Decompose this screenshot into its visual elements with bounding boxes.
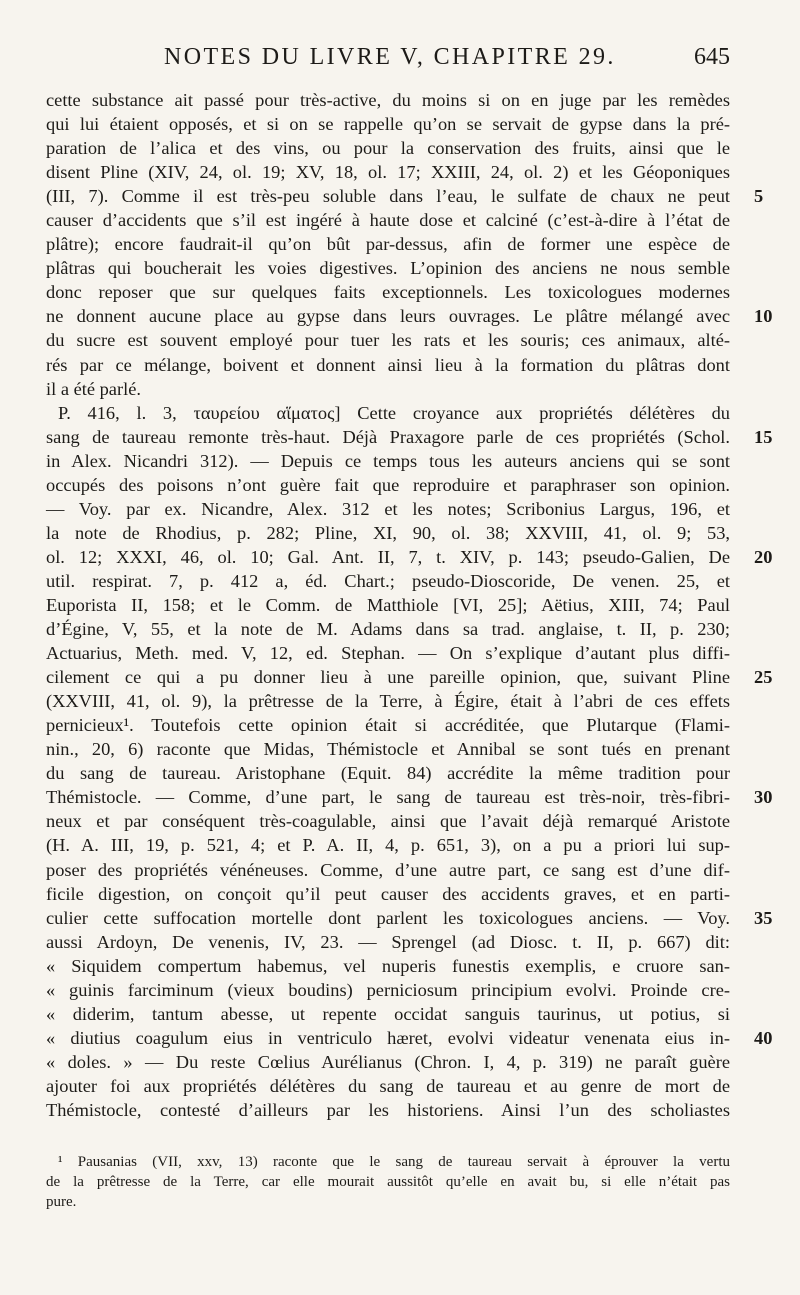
footnotes [46, 1152, 730, 1212]
text-line [46, 1098, 730, 1122]
text-line [46, 954, 730, 978]
text-line-content: P. 416, l. 3, ταυρείου αἵματος] Cette croyance aux propriétés délétères du [58, 402, 730, 423]
text-line-content: pernicieux¹. Toutefois cette opinion était si accréditée, que Plutarque (Flami- [46, 715, 730, 736]
text-line-content: « doles. » — Du reste Cœlius Aurélianus (Chron. I, 4, p. 319) ne paraît guère [46, 1051, 730, 1072]
footnote-line: de la prêtresse de la Terre, car elle mourait aussitôt qu’elle en avait bu, si elle n’était pas [46, 1174, 730, 1190]
text-line-content: « Siquidem compertum habemus, vel nuperis funestis exemplis, e cruore san- [46, 955, 730, 976]
text-line-content: util. respirat. 7, p. 412 a, éd. Chart.; pseudo-Dioscoride, De venen. 25, et [46, 570, 730, 591]
text-line-content: aussi Ardoyn, De venenis, IV, 23. — Sprengel (ad Diosc. t. II, p. 667) dit: [46, 931, 730, 952]
text-line-content: paration de l’alica et des vins, ou pour la conservation des fruits, ainsi que le [46, 138, 730, 159]
text-line-content: cette substance ait passé pour très-active, du moins si on en juge par les remèdes [46, 90, 730, 110]
main-text [46, 88, 773, 1122]
text-line [46, 160, 730, 184]
text-line-content: in Alex. Nicandri 312). — Depuis ce temps tous les auteurs anciens qui se sont [46, 450, 730, 471]
text-line [46, 665, 773, 689]
text-line [46, 617, 730, 641]
text-line [46, 569, 730, 593]
text-line-content: plâtras qui boucherait les voies digestives. L’opinion des anciens ne nous semble [46, 258, 730, 279]
text-line [46, 1050, 730, 1074]
text-line-content: (XXVIII, 41, ol. 9), la prêtresse de la Terre, à Égire, était à l’abri de ces effets [46, 691, 730, 712]
text-line [46, 978, 730, 1002]
text-line-content: ajouter foi aux propriétés délétères du sang de taureau et au genre de mort de [46, 1075, 730, 1096]
line-number: 40 [754, 1027, 773, 1048]
text-line [46, 1074, 730, 1098]
text-line [46, 232, 730, 256]
text-line [46, 930, 730, 954]
text-line [46, 1002, 730, 1026]
text-line [46, 497, 730, 521]
text-line-content: cilement ce qui a pu donner lieu à une pareille opinion, que, suivant Pline [46, 667, 730, 688]
text-line [46, 328, 730, 352]
text-line [46, 785, 773, 809]
text-line-content: neux et par conséquent très-coagulable, ainsi que l’avait déjà remarqué Aristote [46, 811, 730, 832]
line-number: 30 [754, 787, 773, 808]
line-number: 10 [754, 306, 773, 327]
text-line-content: la note de Rhodius, p. 282; Pline, XI, 90, ol. 38; XXVIII, 41, ol. 9; 53, [46, 522, 730, 543]
text-line [46, 449, 730, 473]
text-line-content: ne donnent aucune place au gypse dans leurs ouvrages. Le plâtre mélangé avec [46, 306, 730, 327]
text-line [46, 425, 773, 449]
page-number: 645 [694, 44, 730, 70]
text-line-content: qui lui étaient opposés, et si on se rappelle qu’on se servait de gypse dans la pré- [46, 114, 730, 135]
text-line-content: « diderim, tantum abesse, ut repente occidat sanguis taurinus, ut potius, si [46, 1003, 730, 1024]
text-line-content: ol. 12; XXXI, 46, ol. 10; Gal. Ant. II, 7, t. XIV, p. 143; pseudo-Galien, De [46, 546, 730, 567]
text-line-content: Actuarius, Meth. med. V, 12, ed. Stephan. — On s’explique d’autant plus diffi- [46, 643, 730, 664]
footnote-line: pure. [46, 1194, 77, 1210]
text-line [46, 473, 730, 497]
text-line [46, 353, 730, 377]
text-line [46, 641, 730, 665]
text-line [46, 809, 730, 833]
text-line [46, 184, 764, 208]
text-line [46, 280, 730, 304]
text-line [46, 112, 730, 136]
text-line-content: du sucre est souvent employé pour tuer les rats et les souris; ces animaux, alté- [46, 330, 730, 351]
text-line-content: disent Pline (XIV, 24, ol. 19; XV, 18, ol. 17; XXIII, 24, ol. 2) et les Géoponiques [46, 162, 730, 183]
text-line [46, 208, 730, 232]
text-line-content: plâtre); encore faudrait-il qu’on bût par-dessus, afin de former une espèce de [46, 234, 730, 255]
text-line-content: Thémistocle, contesté d’ailleurs par les historiens. Ainsi l’un des scholiastes [46, 1099, 730, 1120]
text-line-content: Thémistocle. — Comme, d’une part, le sang de taureau est très-noir, très-fibri- [46, 787, 730, 808]
text-line-content: rés par ce mélange, boivent et donnent ainsi lieu à la formation du plâtras dont [46, 354, 730, 375]
text-line [46, 304, 773, 328]
footnote-line: ¹ Pausanias (VII, xxv, 13) raconte que le sang de taureau servait à éprouver la vertu [58, 1154, 730, 1170]
line-number: 35 [754, 907, 773, 928]
text-line [46, 545, 773, 569]
text-line [46, 833, 730, 857]
text-line-content: sang de taureau remonte très-haut. Déjà Praxagore parle de ces propriétés (Schol. [46, 426, 730, 447]
running-title: NOTES DU LIVRE V, CHAPITRE 29. [164, 44, 616, 70]
text-line-content: — Voy. par ex. Nicandre, Alex. 312 et les notes; Scribonius Largus, 196, et [46, 498, 730, 519]
text-line-content: il a été parlé. [46, 378, 141, 399]
text-line [46, 761, 730, 785]
text-line-content: ficile digestion, on conçoit qu’il peut causer des accidents graves, et en parti- [46, 883, 730, 904]
text-line-content: (III, 7). Comme il est très-peu soluble dans l’eau, le sulfate de chaux ne peut [46, 186, 730, 207]
text-line-content: donc reposer que sur quelques faits exceptionnels. Les toxicologues modernes [46, 282, 730, 303]
text-line [46, 136, 730, 160]
text-line [46, 593, 730, 617]
line-number: 20 [754, 546, 773, 567]
text-line-content: occupés des poisons n’ont guère fait que reproduire et paraphraser son opinion. [46, 474, 730, 495]
text-line-content: du sang de taureau. Aristophane (Equit. 84) accrédite la même tradition pour [46, 763, 730, 784]
text-line-content: d’Égine, V, 55, et la note de M. Adams dans sa trad. anglaise, t. II, p. 230; [46, 619, 730, 640]
text-line-content: « diutius coagulum eius in ventriculo hæret, evolvi videatur venenata eius in- [46, 1027, 730, 1048]
text-line [46, 88, 730, 112]
text-line [46, 737, 730, 761]
line-number: 15 [754, 426, 773, 447]
text-line-content: nin., 20, 6) raconte que Midas, Thémistocle et Annibal se sont tués en prenant [46, 739, 730, 760]
text-line [46, 1026, 773, 1050]
text-line [46, 377, 730, 401]
text-line [46, 256, 730, 280]
text-line-content: causer d’accidents que s’il est ingéré à haute dose et calciné (c’est-à-dire à l’état de [46, 210, 730, 231]
text-line [46, 713, 730, 737]
text-line [46, 882, 730, 906]
text-line [46, 521, 730, 545]
running-header [46, 44, 730, 74]
line-number: 5 [754, 186, 764, 207]
text-line-content: poser des propriétés vénéneuses. Comme, d’une autre part, ce sang est d’une dif- [46, 859, 730, 880]
text-line [46, 401, 730, 425]
line-number: 25 [754, 667, 773, 688]
text-line-content: Euporista II, 158; et le Comm. de Matthiole [VI, 25]; Aëtius, XIII, 74; Paul [46, 594, 730, 615]
text-line [46, 906, 773, 930]
text-line-content: culier cette suffocation mortelle dont parlent les toxicologues anciens. — Voy. [46, 907, 730, 928]
text-line-content: (H. A. III, 19, p. 521, 4; et P. A. II, 4, p. 651, 3), on a pu a priori lui sup- [46, 835, 730, 856]
text-line [46, 858, 730, 882]
text-line-content: « guinis farciminum (vieux boudins) perniciosum principium evolvi. Proinde cre- [46, 979, 730, 1000]
text-line [46, 689, 730, 713]
